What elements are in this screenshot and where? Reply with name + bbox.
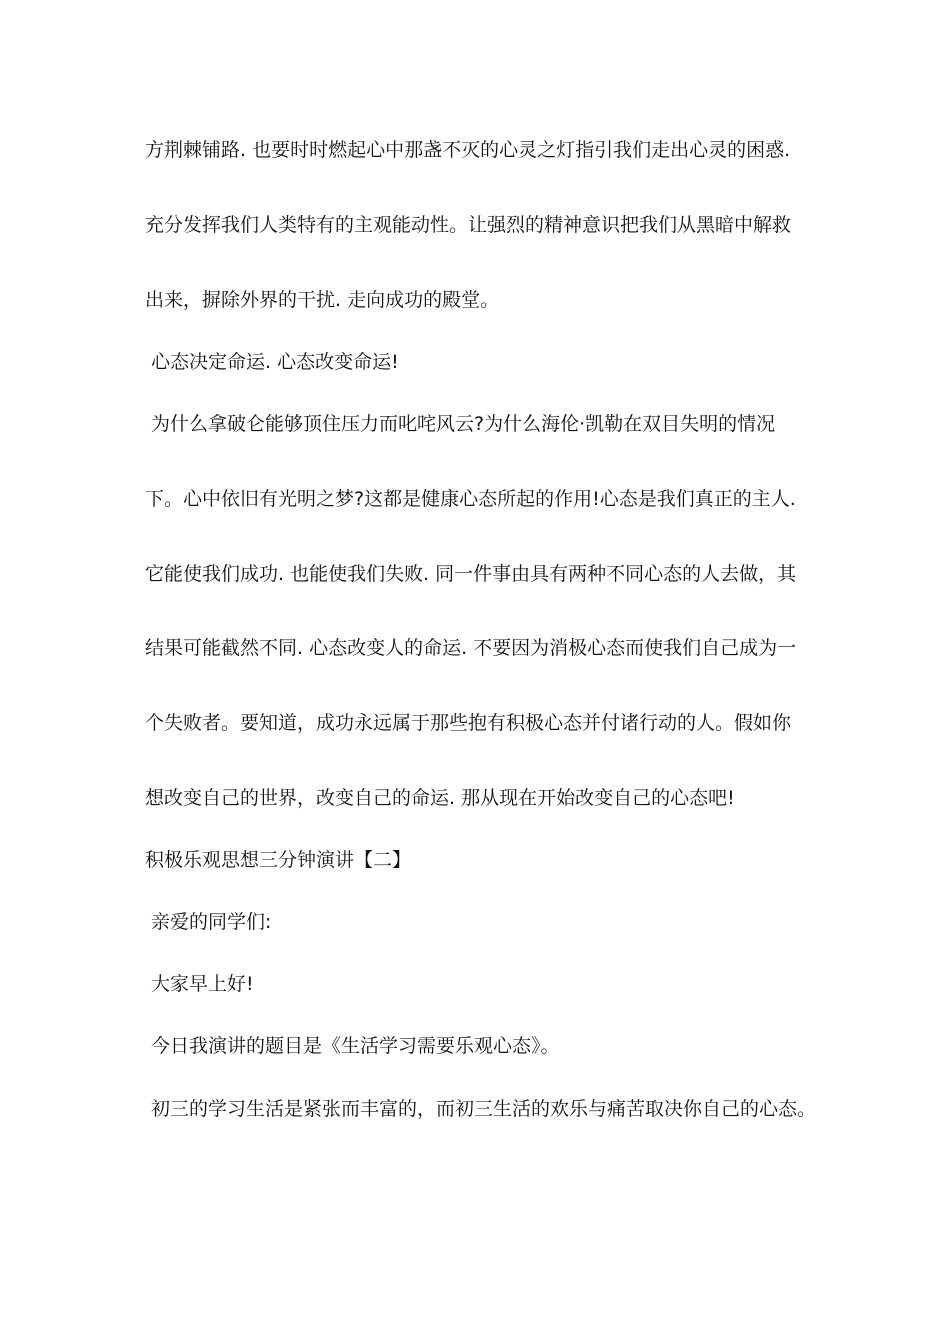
paragraph-line: 方荆棘铺路. 也要时时燃起心中那盏不灭的心灵之灯指引我们走出心灵的困惑.	[145, 139, 791, 161]
paragraph-line: 今日我演讲的题目是《生活学习需要乐观心态》。	[151, 1035, 560, 1057]
paragraph-line: 充分发挥我们人类特有的主观能动性。让强烈的精神意识把我们从黑暗中解救	[145, 214, 792, 236]
paragraph-line: 想改变自己的世界，改变自己的命运. 那从现在开始改变自己的心态吧!	[145, 787, 735, 809]
greeting-line: 大家早上好!	[151, 973, 254, 995]
section-heading: 积极乐观思想三分钟演讲【二】	[145, 849, 412, 871]
paragraph-line: 为什么拿破仑能够顶住压力而叱咤风云?为什么海伦·凯勒在双目失明的情况	[151, 413, 776, 435]
paragraph-line: 它能使我们成功. 也能使我们失败. 同一件事由具有两种不同心态的人去做，其	[145, 563, 797, 585]
paragraph-line: 初三的学习生活是紧张而丰富的，而初三生活的欢乐与痛苦取决你自己的心态。	[151, 1098, 817, 1120]
paragraph-line: 个失败者。要知道，成功永远属于那些抱有积极心态并付诸行动的人。假如你	[145, 712, 792, 734]
salutation-line: 亲爱的同学们:	[151, 911, 272, 933]
paragraph-line: 心态决定命运. 心态改变命运!	[151, 351, 399, 373]
paragraph-line: 结果可能截然不同. 心态改变人的命运. 不要因为消极心态而使我们自己成为一	[145, 637, 797, 659]
paragraph-line: 下。心中依旧有光明之梦?这都是健康心态所起的作用!心态是我们真正的主人.	[145, 488, 796, 510]
paragraph-line: 出来，摒除外界的干扰. 走向成功的殿堂。	[145, 289, 500, 311]
